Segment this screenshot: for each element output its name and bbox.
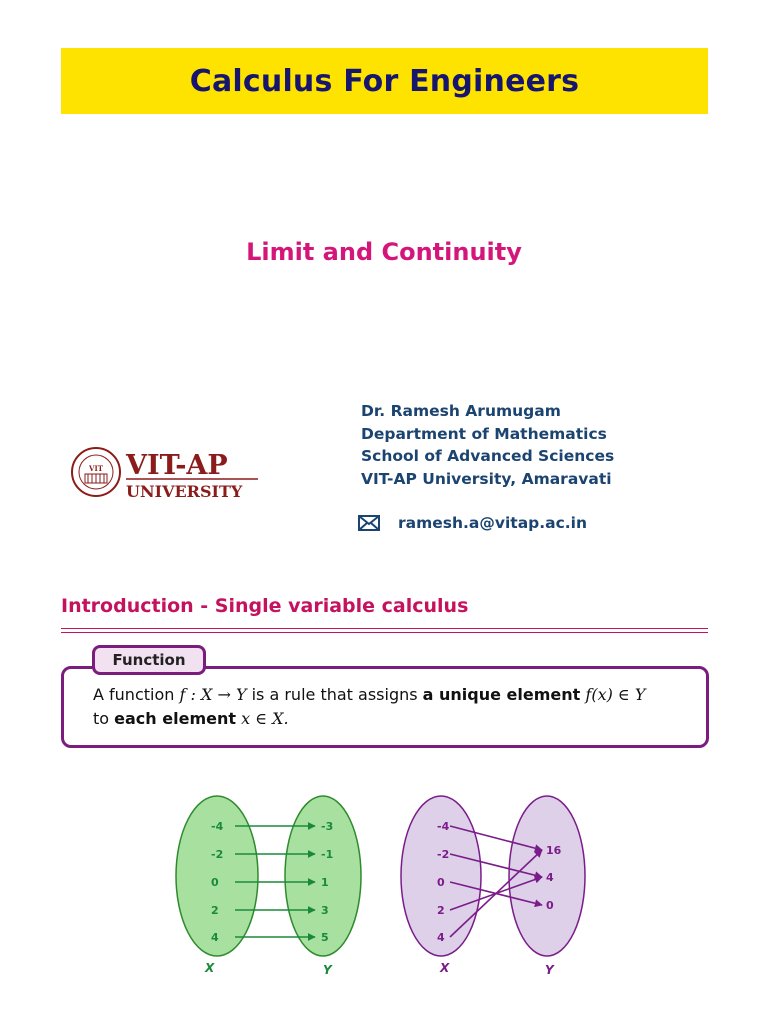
slide-title: Calculus For Engineers [189,63,580,99]
seal-icon [72,448,120,496]
section-title: Introduction - Single variable calculus [61,595,469,617]
domain-element: 0 [211,876,219,889]
author-block [361,400,614,490]
domain-element: -4 [437,820,450,833]
university-logo [70,444,260,500]
email-link[interactable]: ramesh.a@vitap.ac.in [398,514,588,532]
domain-element: 2 [211,904,219,917]
domain-element: 2 [437,904,445,917]
codomain-element: 4 [546,871,554,884]
author-name: Dr. Ramesh Arumugam [361,402,561,420]
set-label-y: Y [323,963,332,977]
codomain-element: 3 [321,904,329,917]
section-divider [61,628,708,629]
codomain-element: -3 [321,820,334,833]
set-label-y: Y [545,963,554,977]
logo-sub-text: UNIVERSITY [126,482,243,500]
section-divider [61,632,708,633]
domain-element: -2 [211,848,224,861]
domain-element: 0 [437,876,445,889]
codomain-element: 16 [546,844,562,857]
definition-text: A function f : X → Y is a rule that assigns a unique element f(x) ∈ Y to each element x ∈ X. [93,685,646,728]
author-university: VIT-AP University, Amaravati [361,469,612,488]
domain-element: -2 [437,848,450,861]
codomain-element: 5 [321,931,329,944]
author-school: School of Advanced Sciences [361,447,615,465]
author-department: Department of Mathematics [361,424,607,443]
domain-element: 4 [437,931,445,944]
title-bar [61,48,708,114]
codomain-element: 0 [546,899,554,912]
function-mapping-diagrams [165,780,605,980]
set-label-x: X [440,961,450,975]
set-label-x: X [205,961,215,975]
codomain-element: -1 [321,848,334,861]
envelope-icon [358,515,380,531]
logo-main-text: VIT-AP [126,450,228,481]
email-row[interactable] [358,514,587,532]
mapping-diagram-2 [401,796,585,977]
definition-tab: Function [92,645,206,675]
slide-subtitle: Limit and Continuity [246,238,522,266]
domain-element: 4 [211,931,219,944]
domain-element: -4 [211,820,224,833]
mapping-diagram-1 [176,796,361,977]
svg-text:VIT: VIT [89,464,103,473]
codomain-element: 1 [321,876,329,889]
